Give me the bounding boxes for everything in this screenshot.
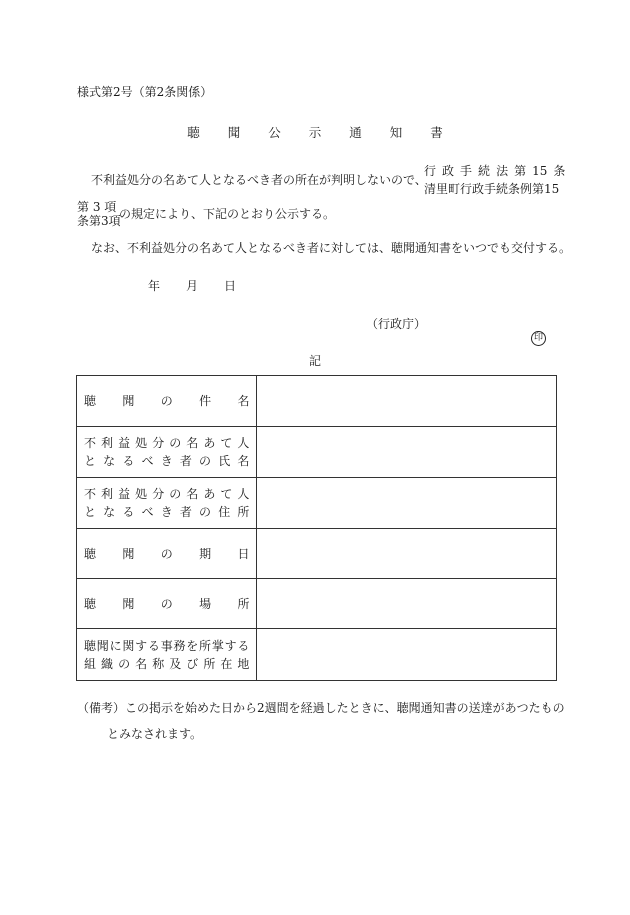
row-label-line: 不 利 益 処 分 の 名 あ て 人 [84,487,250,501]
notice-paragraph-1: 不利益処分の名あて人となるべき者の所在が判明しないので、 [91,173,427,187]
row-label [77,427,257,478]
remarks-text: この掲示を始めた日から2週間を経過したときに、聴聞通知書の送達があつたもの [125,701,565,715]
title-char: 知 [389,125,403,140]
law-citation-national: 行 政 手 続 法 第 15 条 [424,164,566,178]
title-char: 通 [349,125,362,140]
row-value[interactable] [257,376,557,427]
row-label-line: 聴 聞 の 件 名 [84,394,250,408]
notice-paragraph-2: なお、不利益処分の名あて人となるべき者に対しては、聴聞通知書をいつでも交付する。 [91,241,572,255]
hearing-details-table [76,375,557,681]
date-unit: 日 [224,279,237,293]
row-label [77,579,257,629]
row-value[interactable] [257,529,557,579]
title-char: 聴 [187,125,200,140]
row-value[interactable] [257,478,557,529]
date-line [148,277,262,294]
date-unit: 月 [186,279,199,293]
row-label [77,629,257,681]
row-value[interactable] [257,629,557,681]
document-title [0,123,630,141]
row-label-line: 聴 聞 の 期 日 [84,546,250,561]
table-row [77,427,557,478]
row-label-line: 聴 聞 に 関 す る 事 務 を 所 掌 す る [84,638,250,653]
form-number-label: 様式第2号（第2条関係） [77,85,213,99]
agency-label: （行政庁） [366,317,427,331]
row-label-line: 組 織 の 名 称 及 び 所 在 地 [84,656,250,671]
date-unit: 年 [148,279,161,293]
row-value[interactable] [257,579,557,629]
table-row [77,579,557,629]
table-row [77,376,557,427]
title-char: 示 [308,125,322,140]
clause-citation-national: 第 3 項 [77,200,117,214]
row-label [77,529,257,579]
seal-mark: 印 [531,331,546,346]
table-row [77,478,557,529]
table-row [77,629,557,681]
notice-paragraph-1-tail: の規定により、下記のとおり公示する。 [119,207,336,221]
row-label-line: 不 利 益 処 分 の 名 あ て 人 [84,436,250,450]
remarks-text-continued: とみなされます。 [107,727,203,741]
clause-citation-local: 条第3項 [77,214,121,228]
remarks-label: （備考） [77,701,126,715]
table-row [77,529,557,579]
row-label-line: と な る べ き 者 の 住 所 [84,505,250,519]
row-label-line: 聴 聞 の 場 所 [84,596,250,611]
title-char: 公 [268,125,281,140]
law-citation-local: 清里町行政手続条例第15 [424,182,560,196]
title-char: 書 [430,125,443,140]
title-char: 聞 [227,125,241,140]
ki-heading: 記 [308,354,321,368]
row-label [77,376,257,427]
row-label [77,478,257,529]
row-label-line: と な る べ き 者 の 氏 名 [84,454,250,468]
row-value[interactable] [257,427,557,478]
